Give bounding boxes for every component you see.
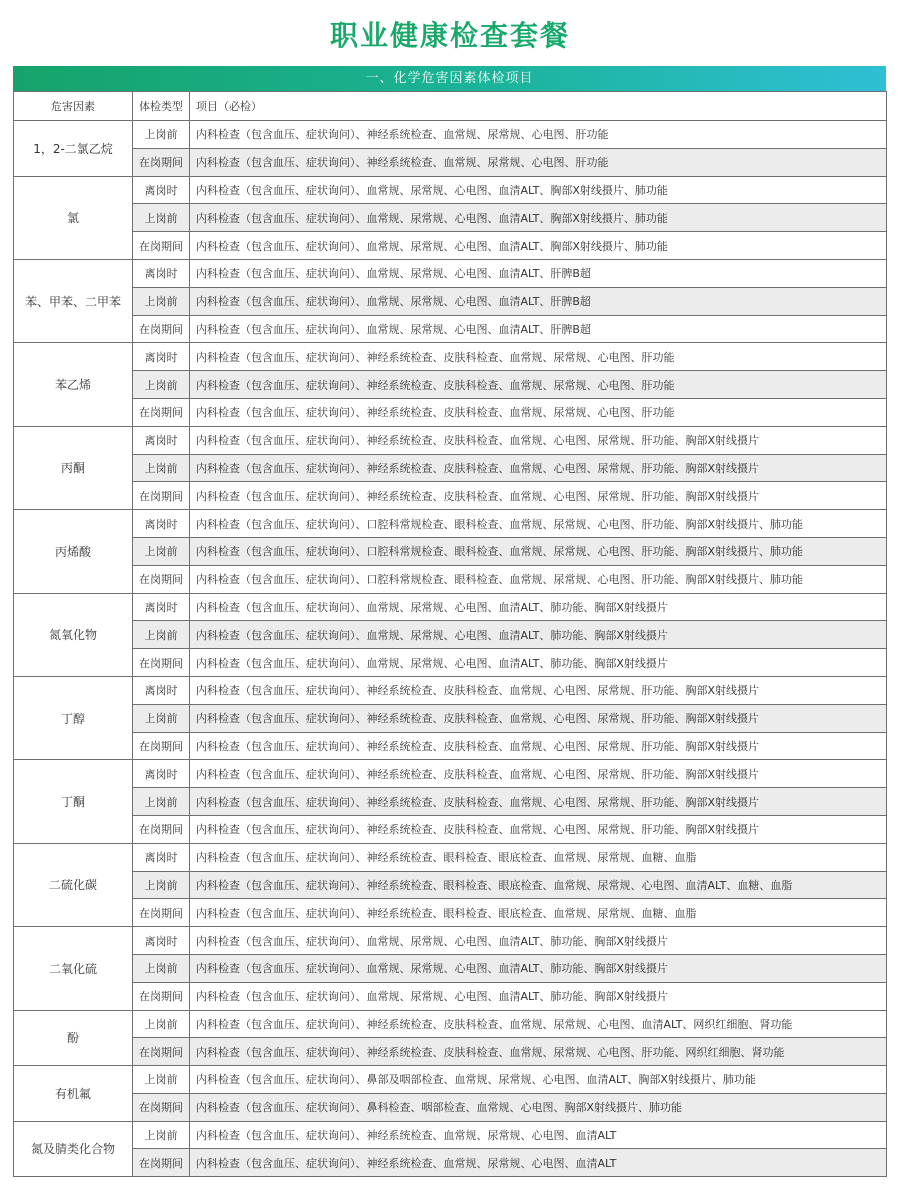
- table-row: [14, 1010, 887, 1038]
- exam-type-cell: 离岗时: [133, 176, 190, 204]
- exam-items-cell: 内科检查（包含血压、症状询问）、神经系统检查、皮肤科检查、血常规、尿常规、心电图、肝功能: [190, 371, 887, 399]
- table-row: [14, 954, 887, 982]
- exam-type-cell: 离岗时: [133, 426, 190, 454]
- exam-type-cell: 离岗时: [133, 927, 190, 955]
- hazard-factor-cell: 丙酮: [14, 426, 133, 509]
- table-row: [14, 204, 887, 232]
- exam-type-cell: 上岗前: [133, 621, 190, 649]
- table-row: [14, 482, 887, 510]
- hazard-factor-cell: 苯、甲苯、二甲苯: [14, 259, 133, 342]
- table-row: [14, 315, 887, 343]
- exam-items-cell: 内科检查（包含血压、症状询问）、神经系统检查、血常规、尿常规、心电图、血清ALT: [190, 1149, 887, 1177]
- exam-items-cell: 内科检查（包含血压、症状询问）、血常规、尿常规、心电图、血清ALT、肺功能、胸部X射线摄片: [190, 649, 887, 677]
- exam-type-cell: 在岗期间: [133, 398, 190, 426]
- table-row: [14, 593, 887, 621]
- exam-items-cell: 内科检查（包含血压、症状询问）、血常规、尿常规、心电图、血清ALT、胸部X射线摄片、肺功能: [190, 232, 887, 260]
- hazard-factor-cell: 苯乙烯: [14, 343, 133, 426]
- exam-table: [13, 91, 887, 1177]
- exam-type-cell: 上岗前: [133, 704, 190, 732]
- exam-items-cell: 内科检查（包含血压、症状询问）、神经系统检查、皮肤科检查、血常规、尿常规、心电图、血清ALT、网织红细胞、肾功能: [190, 1010, 887, 1038]
- table-row: [14, 287, 887, 315]
- exam-items-cell: 内科检查（包含血压、症状询问）、神经系统检查、眼科检查、眼底检查、血常规、尿常规、血糖、血脂: [190, 843, 887, 871]
- table-row: [14, 704, 887, 732]
- section-banner: 一、化学危害因素体检项目: [13, 66, 886, 91]
- table-body: [14, 121, 887, 1177]
- table-row: [14, 259, 887, 287]
- table-row: [14, 510, 887, 538]
- exam-type-cell: 在岗期间: [133, 148, 190, 176]
- exam-type-cell: 在岗期间: [133, 732, 190, 760]
- table-row: [14, 343, 887, 371]
- exam-items-cell: 内科检查（包含血压、症状询问）、神经系统检查、皮肤科检查、血常规、心电图、尿常规、肝功能、胸部X射线摄片: [190, 788, 887, 816]
- exam-type-cell: 离岗时: [133, 843, 190, 871]
- exam-items-cell: 内科检查（包含血压、症状询问）、血常规、尿常规、心电图、血清ALT、肺功能、胸部X射线摄片: [190, 927, 887, 955]
- table-row: [14, 843, 887, 871]
- exam-type-cell: 在岗期间: [133, 815, 190, 843]
- exam-items-cell: 内科检查（包含血压、症状询问）、神经系统检查、血常规、尿常规、心电图、肝功能: [190, 121, 887, 149]
- hazard-factor-cell: 丁醇: [14, 676, 133, 759]
- exam-items-cell: 内科检查（包含血压、症状询问）、神经系统检查、皮肤科检查、血常规、心电图、尿常规、肝功能、胸部X射线摄片: [190, 454, 887, 482]
- hazard-factor-cell: 酚: [14, 1010, 133, 1066]
- exam-type-cell: 离岗时: [133, 343, 190, 371]
- exam-type-cell: 上岗前: [133, 371, 190, 399]
- exam-type-cell: 上岗前: [133, 1121, 190, 1149]
- exam-items-cell: 内科检查（包含血压、症状询问）、神经系统检查、眼科检查、眼底检查、血常规、尿常规、血糖、血脂: [190, 899, 887, 927]
- table-row: [14, 232, 887, 260]
- exam-type-cell: 离岗时: [133, 760, 190, 788]
- exam-type-cell: 上岗前: [133, 204, 190, 232]
- exam-items-cell: 内科检查（包含血压、症状询问）、血常规、尿常规、心电图、血清ALT、肺功能、胸部X射线摄片: [190, 621, 887, 649]
- table-row: [14, 732, 887, 760]
- exam-type-cell: 在岗期间: [133, 1149, 190, 1177]
- table-row: [14, 148, 887, 176]
- table-row: [14, 649, 887, 677]
- table-row: [14, 398, 887, 426]
- exam-items-cell: 内科检查（包含血压、症状询问）、神经系统检查、皮肤科检查、血常规、心电图、尿常规、肝功能、胸部X射线摄片: [190, 482, 887, 510]
- exam-items-cell: 内科检查（包含血压、症状询问）、神经系统检查、皮肤科检查、血常规、心电图、尿常规、肝功能、胸部X射线摄片: [190, 815, 887, 843]
- exam-type-cell: 离岗时: [133, 510, 190, 538]
- table-row: [14, 565, 887, 593]
- exam-type-cell: 上岗前: [133, 788, 190, 816]
- table-row: [14, 1066, 887, 1094]
- table-row: [14, 454, 887, 482]
- exam-items-cell: 内科检查（包含血压、症状询问）、血常规、尿常规、心电图、血清ALT、肝脾B超: [190, 259, 887, 287]
- table-row: [14, 537, 887, 565]
- exam-type-cell: 在岗期间: [133, 649, 190, 677]
- hazard-factor-cell: 有机氟: [14, 1066, 133, 1122]
- exam-type-cell: 上岗前: [133, 454, 190, 482]
- exam-items-cell: 内科检查（包含血压、症状询问）、神经系统检查、皮肤科检查、血常规、心电图、尿常规、肝功能、胸部X射线摄片: [190, 732, 887, 760]
- table-row: [14, 871, 887, 899]
- exam-items-cell: 内科检查（包含血压、症状询问）、血常规、尿常规、心电图、血清ALT、肺功能、胸部X射线摄片: [190, 954, 887, 982]
- exam-type-cell: 离岗时: [133, 676, 190, 704]
- hazard-factor-cell: 二硫化碳: [14, 843, 133, 926]
- header-exam-type: 体检类型: [133, 92, 190, 121]
- exam-type-cell: 在岗期间: [133, 482, 190, 510]
- exam-items-cell: 内科检查（包含血压、症状询问）、神经系统检查、皮肤科检查、血常规、尿常规、心电图、肝功能: [190, 398, 887, 426]
- exam-type-cell: 在岗期间: [133, 315, 190, 343]
- table-row: [14, 1093, 887, 1121]
- hazard-factor-cell: 丙烯酸: [14, 510, 133, 593]
- exam-type-cell: 在岗期间: [133, 1038, 190, 1066]
- exam-items-cell: 内科检查（包含血压、症状询问）、神经系统检查、皮肤科检查、血常规、尿常规、心电图、肝功能、网织红细胞、肾功能: [190, 1038, 887, 1066]
- table-row: [14, 621, 887, 649]
- exam-type-cell: 上岗前: [133, 1010, 190, 1038]
- exam-items-cell: 内科检查（包含血压、症状询问）、血常规、尿常规、心电图、血清ALT、肺功能、胸部X射线摄片: [190, 982, 887, 1010]
- exam-items-cell: 内科检查（包含血压、症状询问）、血常规、尿常规、心电图、血清ALT、肺功能、胸部X射线摄片: [190, 593, 887, 621]
- exam-items-cell: 内科检查（包含血压、症状询问）、神经系统检查、皮肤科检查、血常规、心电图、尿常规、肝功能、胸部X射线摄片: [190, 676, 887, 704]
- exam-type-cell: 上岗前: [133, 537, 190, 565]
- table-row: [14, 1121, 887, 1149]
- header-exam-items: 项目（必检）: [190, 92, 887, 121]
- exam-items-cell: 内科检查（包含血压、症状询问）、血常规、尿常规、心电图、血清ALT、肝脾B超: [190, 287, 887, 315]
- exam-type-cell: 上岗前: [133, 871, 190, 899]
- exam-items-cell: 内科检查（包含血压、症状询问）、血常规、尿常规、心电图、血清ALT、肝脾B超: [190, 315, 887, 343]
- exam-items-cell: 内科检查（包含血压、症状询问）、神经系统检查、血常规、尿常规、心电图、肝功能: [190, 148, 887, 176]
- hazard-factor-cell: 氮氧化物: [14, 593, 133, 676]
- exam-items-cell: 内科检查（包含血压、症状询问）、鼻科检查、咽部检查、血常规、心电图、胸部X射线摄片、肺功能: [190, 1093, 887, 1121]
- exam-type-cell: 离岗时: [133, 593, 190, 621]
- exam-items-cell: 内科检查（包含血压、症状询问）、神经系统检查、血常规、尿常规、心电图、血清ALT: [190, 1121, 887, 1149]
- exam-items-cell: 内科检查（包含血压、症状询问）、口腔科常规检查、眼科检查、血常规、尿常规、心电图、肝功能、胸部X射线摄片、肺功能: [190, 537, 887, 565]
- exam-type-cell: 上岗前: [133, 121, 190, 149]
- hazard-factor-cell: 氮及腈类化合物: [14, 1121, 133, 1177]
- table-row: [14, 788, 887, 816]
- exam-items-cell: 内科检查（包含血压、症状询问）、鼻部及咽部检查、血常规、尿常规、心电图、血清ALT、胸部X射线摄片、肺功能: [190, 1066, 887, 1094]
- exam-items-cell: 内科检查（包含血压、症状询问）、神经系统检查、皮肤科检查、血常规、心电图、尿常规、肝功能、胸部X射线摄片: [190, 760, 887, 788]
- table-row: [14, 927, 887, 955]
- exam-items-cell: 内科检查（包含血压、症状询问）、神经系统检查、眼科检查、眼底检查、血常规、尿常规、心电图、血清ALT、血糖、血脂: [190, 871, 887, 899]
- exam-type-cell: 上岗前: [133, 287, 190, 315]
- table-row: [14, 426, 887, 454]
- exam-table-container: [13, 91, 886, 1177]
- table-row: [14, 815, 887, 843]
- exam-type-cell: 上岗前: [133, 1066, 190, 1094]
- hazard-factor-cell: 1，2-二氯乙烷: [14, 121, 133, 177]
- exam-type-cell: 上岗前: [133, 954, 190, 982]
- hazard-factor-cell: 二氧化硫: [14, 927, 133, 1010]
- table-row: [14, 1038, 887, 1066]
- table-row: [14, 676, 887, 704]
- exam-type-cell: 在岗期间: [133, 565, 190, 593]
- page-title: 职业健康检查套餐: [329, 19, 570, 52]
- exam-type-cell: 在岗期间: [133, 232, 190, 260]
- exam-items-cell: 内科检查（包含血压、症状询问）、口腔科常规检查、眼科检查、血常规、尿常规、心电图、肝功能、胸部X射线摄片、肺功能: [190, 565, 887, 593]
- table-row: [14, 899, 887, 927]
- exam-type-cell: 离岗时: [133, 259, 190, 287]
- exam-items-cell: 内科检查（包含血压、症状询问）、神经系统检查、皮肤科检查、血常规、尿常规、心电图、肝功能: [190, 343, 887, 371]
- exam-items-cell: 内科检查（包含血压、症状询问）、神经系统检查、皮肤科检查、血常规、心电图、尿常规、肝功能、胸部X射线摄片: [190, 704, 887, 732]
- exam-items-cell: 内科检查（包含血压、症状询问）、血常规、尿常规、心电图、血清ALT、胸部X射线摄片、肺功能: [190, 204, 887, 232]
- hazard-factor-cell: 氯: [14, 176, 133, 259]
- exam-items-cell: 内科检查（包含血压、症状询问）、神经系统检查、皮肤科检查、血常规、心电图、尿常规、肝功能、胸部X射线摄片: [190, 426, 887, 454]
- exam-items-cell: 内科检查（包含血压、症状询问）、口腔科常规检查、眼科检查、血常规、尿常规、心电图、肝功能、胸部X射线摄片、肺功能: [190, 510, 887, 538]
- exam-type-cell: 在岗期间: [133, 1093, 190, 1121]
- exam-type-cell: 在岗期间: [133, 899, 190, 927]
- table-row: [14, 121, 887, 149]
- table-row: [14, 760, 887, 788]
- table-row: [14, 1149, 887, 1177]
- header-hazard-factor: 危害因素: [14, 92, 133, 121]
- exam-items-cell: 内科检查（包含血压、症状询问）、血常规、尿常规、心电图、血清ALT、胸部X射线摄片、肺功能: [190, 176, 887, 204]
- table-header-row: [14, 92, 887, 121]
- table-row: [14, 176, 887, 204]
- table-row: [14, 982, 887, 1010]
- table-row: [14, 371, 887, 399]
- exam-type-cell: 在岗期间: [133, 982, 190, 1010]
- hazard-factor-cell: 丁酮: [14, 760, 133, 843]
